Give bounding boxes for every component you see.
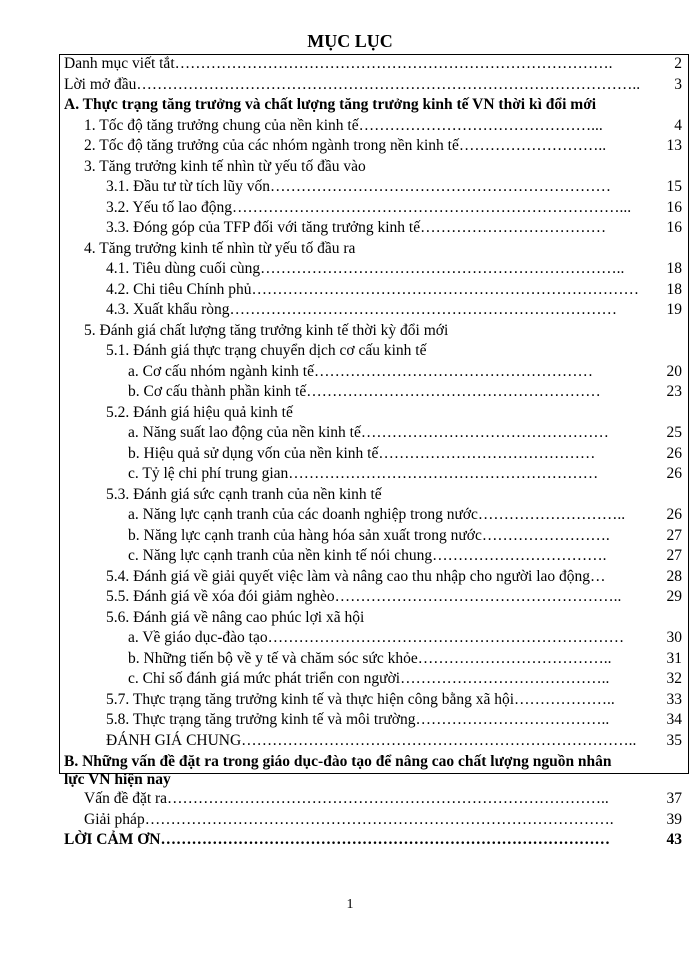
toc-page-number: 25 [666, 424, 682, 441]
toc-entry-text: Vấn đề đặt ra………………………………………………………………………….. [84, 790, 609, 807]
toc-entry[interactable] [60, 789, 690, 810]
toc-entry-text: 3.2. Yếu tố lao động…………………………………………………………………... [106, 198, 632, 216]
toc-entry-text: a. Cơ cấu nhóm ngành kinh tế……………………………………………… [128, 362, 593, 380]
toc-entry[interactable] [60, 382, 690, 403]
toc-entry[interactable] [60, 710, 690, 731]
toc-entry-text: b. Cơ cấu thành phần kinh tế………………………………………………… [128, 383, 601, 400]
toc-entry-text: 1. Tốc độ tăng trưởng chung của nền kinh tế………………………………………... [84, 116, 603, 134]
toc-entry[interactable] [60, 403, 690, 424]
toc-entry-text: 4.1. Tiêu dùng cuối cùng…………………………………………………………….. [106, 260, 625, 277]
toc-entry-text: A. Thực trạng tăng trưởng và chất lượng tăng trưởng kinh tế VN thời kì đổi mới [64, 96, 597, 113]
toc-entry[interactable] [60, 177, 690, 198]
toc-page-number: 29 [666, 588, 682, 605]
toc-entry[interactable] [60, 587, 690, 608]
toc-entry[interactable] [60, 157, 690, 178]
toc-entry-text: c. Chỉ số đánh giá mức phát triển con người………………………………….. [128, 670, 610, 687]
toc-entry-text: 3. Tăng trưởng kinh tế nhìn từ yếu tố đầu vào [84, 157, 366, 175]
toc-entry[interactable] [60, 567, 690, 588]
toc-entry-text: 4.3. Xuất khẩu ròng………………………………………………………………… [106, 301, 618, 318]
toc-entry-text: 5.5. Đánh giá về xóa đói giảm nghèo……………………………………………….. [106, 588, 622, 605]
toc-page-number: 27 [666, 526, 682, 544]
toc-entry-text: Giải pháp………………………………………………………………………………. [84, 810, 614, 828]
toc-entry-text: LỜI CẢM ƠN…………………………………………………………………………… [64, 831, 610, 848]
toc-entry[interactable] [60, 280, 690, 301]
toc-page-number: 4 [674, 116, 682, 134]
toc-page-number: 2 [674, 55, 682, 72]
toc-page-number: 37 [666, 790, 682, 807]
toc-page-number: 30 [666, 629, 682, 646]
toc-entry-text: Lời mở đầu…………………………………………………………………………………….. [64, 75, 641, 93]
toc-page-number: 20 [666, 362, 682, 380]
toc-entry[interactable] [60, 628, 690, 649]
toc-entry[interactable] [60, 300, 690, 321]
toc-page-number: 26 [666, 444, 682, 462]
toc-page-number: 18 [666, 280, 682, 298]
toc-entry-text: a. Năng suất lao động của nền kinh tế………………………………………… [128, 424, 609, 441]
toc-entry[interactable] [60, 669, 690, 690]
page-title: MỤC LỤC [307, 31, 393, 51]
toc-page-number: 16 [666, 219, 682, 236]
toc-entry-text: 4.2. Chi tiêu Chính phủ………………………………………………………………… [106, 280, 640, 298]
page-number: 1 [346, 897, 354, 912]
toc-entry[interactable] [60, 485, 690, 506]
toc-entry-text: a. Về giáo dục-đào tạo…………………………………………………………… [128, 629, 625, 646]
toc-entry[interactable] [60, 239, 690, 260]
toc-entry-text: 3.3. Đóng góp của TFP đối với tăng trưởng kinh tế……………………………… [106, 219, 607, 236]
toc-entry-text: c. Tỷ lệ chi phí trung gian…………………………………………………… [128, 465, 599, 482]
toc-entry[interactable] [60, 321, 690, 342]
toc-entry[interactable] [60, 464, 690, 485]
toc-entry-text: 2. Tốc độ tăng trưởng của các nhóm ngành trong nền kinh tế……………………….. [84, 137, 607, 154]
toc-page-number: 3 [674, 75, 682, 93]
table-of-contents [60, 54, 690, 851]
toc-entry[interactable] [60, 690, 690, 711]
toc-page-number: 19 [666, 301, 682, 318]
toc-entry-text: 4. Tăng trưởng kinh tế nhìn từ yếu tố đầu ra [84, 239, 356, 257]
toc-page-number: 27 [666, 547, 682, 564]
toc-page-number: 43 [666, 831, 682, 848]
toc-section-heading[interactable] [60, 830, 690, 851]
toc-page-number: 28 [666, 567, 682, 585]
toc-entry[interactable] [60, 218, 690, 239]
toc-entry-text: 5.8. Thực trạng tăng trưởng kinh tế và môi trường……………………………….. [106, 711, 610, 728]
toc-entry[interactable] [60, 649, 690, 670]
toc-page-number: 18 [666, 260, 682, 277]
toc-entry[interactable] [60, 526, 690, 547]
toc-entry-text: B. Những vấn đề đặt ra trong giáo dục-đào tạo để nâng cao chất lượng nguồn nhân [64, 753, 612, 770]
toc-entry-text: b. Hiệu quả sử dụng vốn của nền kinh tế…………………………………… [128, 444, 596, 462]
toc-entry-text: a. Năng lực cạnh tranh của các doanh nghiệp trong nước……………………….. [128, 506, 626, 523]
toc-entry-text: c. Năng lực cạnh tranh của nền kinh tế nói chung……………………………. [128, 547, 607, 564]
toc-entry-text: 5.4. Đánh giá về giải quyết việc làm và nâng cao thu nhập cho người lao động… [106, 567, 606, 585]
toc-entry[interactable] [60, 810, 690, 831]
toc-entry[interactable] [60, 136, 690, 157]
toc-entry-text: b. Những tiến bộ về y tế và chăm sóc sức khỏe……………………………….. [128, 649, 612, 667]
toc-page-number: 26 [666, 506, 682, 523]
toc-entry[interactable] [60, 546, 690, 567]
toc-entry[interactable] [60, 116, 690, 137]
toc-page-number: 39 [666, 810, 682, 828]
toc-entry-text: b. Năng lực cạnh tranh của hàng hóa sản xuất trong nước……………………. [128, 526, 610, 544]
toc-page-number: 23 [666, 383, 682, 400]
toc-page-number: 35 [666, 731, 682, 749]
toc-entry[interactable] [60, 505, 690, 526]
toc-section-heading [60, 751, 690, 789]
toc-entry[interactable] [60, 362, 690, 383]
toc-entry-text: 5.6. Đánh giá về nâng cao phúc lợi xã hội [106, 608, 365, 626]
toc-page-number: 16 [666, 198, 682, 216]
toc-page-number: 32 [666, 670, 682, 687]
toc-entry-text: 5.2. Đánh giá hiệu quả kinh tế [106, 403, 293, 421]
toc-page-number: 34 [666, 711, 682, 728]
toc-entry[interactable] [60, 198, 690, 219]
toc-section-heading[interactable] [60, 95, 690, 116]
toc-entry-text: ĐÁNH GIÁ CHUNG………………………………………………………………….. [106, 731, 637, 749]
toc-entry[interactable] [60, 444, 690, 465]
toc-page-number: 31 [666, 649, 682, 667]
toc-page-number: 13 [666, 137, 682, 154]
toc-entry[interactable] [60, 259, 690, 280]
toc-entry-text: 5. Đánh giá chất lượng tăng trưởng kinh tế thời kỳ đổi mới [84, 321, 449, 339]
toc-page-number: 33 [666, 690, 682, 708]
toc-entry-text: 3.1. Đầu tư từ tích lũy vốn………………………………………………………… [106, 178, 612, 195]
toc-entry[interactable] [60, 54, 690, 75]
toc-entry-text: Danh mục viết tắt…………………………………………………………………………. [64, 55, 613, 72]
toc-entry[interactable] [60, 608, 690, 629]
toc-entry[interactable] [60, 423, 690, 444]
toc-entry[interactable] [60, 75, 690, 96]
toc-entry-text: 5.1. Đánh giá thực trạng chuyển dịch cơ cấu kinh tế [106, 342, 427, 359]
toc-page-number: 26 [666, 465, 682, 482]
toc-page-number: 15 [666, 178, 682, 195]
toc-entry[interactable] [60, 731, 690, 752]
toc-entry-text: 5.7. Thực trạng tăng trưởng kinh tế và thực hiện công bằng xã hội……………….. [106, 690, 615, 708]
toc-entry-text-continued: lực VN hiện nay [64, 771, 171, 788]
toc-entry[interactable] [60, 341, 690, 362]
toc-entry-text: 5.3. Đánh giá sức cạnh tranh của nền kinh tế [106, 485, 382, 503]
